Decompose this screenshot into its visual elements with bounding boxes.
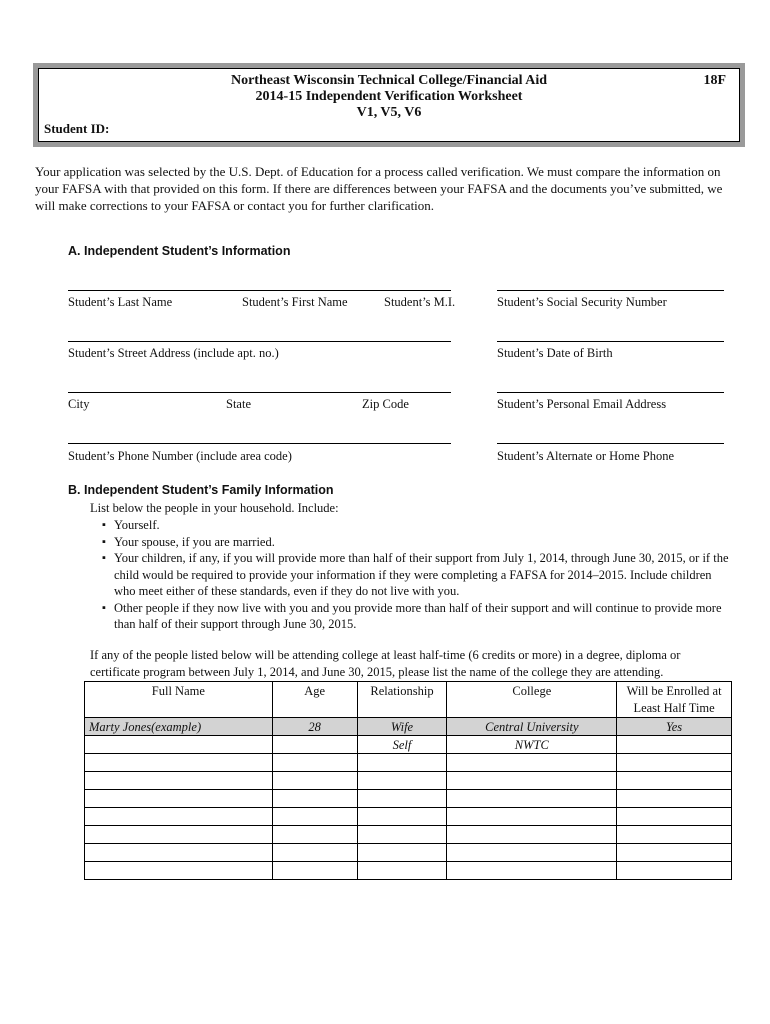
section-a-heading: A. Independent Student’s Information bbox=[68, 244, 291, 258]
cell-college[interactable] bbox=[447, 772, 617, 790]
cell-name[interactable] bbox=[85, 754, 273, 772]
last-name-label: Student’s Last Name bbox=[68, 295, 173, 309]
zip-label: Zip Code bbox=[362, 397, 409, 411]
cell-college[interactable] bbox=[447, 754, 617, 772]
cell-college[interactable] bbox=[447, 826, 617, 844]
college-note: If any of the people listed below will be attending college at least half-time (6 credits or more) in a degree, diploma or certificate program between July 1, 2014, and June 30, 2015, please list the name of the college they are attending. bbox=[90, 648, 681, 679]
street-label: Student’s Street Address (include apt. no.) bbox=[68, 346, 279, 360]
cell-enrolled[interactable] bbox=[617, 844, 732, 862]
cell-age[interactable] bbox=[272, 844, 357, 862]
alt-phone-input-line[interactable] bbox=[497, 443, 724, 444]
form-title-codes: V1, V5, V6 bbox=[356, 105, 422, 120]
cell-enrolled: Yes bbox=[617, 718, 732, 736]
cell-enrolled[interactable] bbox=[617, 826, 732, 844]
email-input-line[interactable] bbox=[497, 392, 724, 393]
cell-relationship[interactable] bbox=[357, 844, 447, 862]
alt-phone-label: Student’s Alternate or Home Phone bbox=[497, 449, 675, 463]
cell-name[interactable] bbox=[85, 808, 273, 826]
name-input-line[interactable] bbox=[68, 290, 451, 291]
form-code: 18F bbox=[703, 73, 726, 88]
cell-age[interactable] bbox=[272, 808, 357, 826]
cell-enrolled[interactable] bbox=[617, 808, 732, 826]
dob-input-line[interactable] bbox=[497, 341, 724, 342]
table-row bbox=[85, 862, 732, 880]
cell-relationship[interactable] bbox=[357, 862, 447, 880]
phone-label: Student’s Phone Number (include area code) bbox=[68, 449, 292, 463]
student-id-label: Student ID: bbox=[44, 121, 110, 136]
bullet-spouse: ▪ Your spouse, if you are married. bbox=[102, 534, 730, 551]
table-row-example bbox=[85, 718, 732, 736]
phone-input-line[interactable] bbox=[68, 443, 451, 444]
ssn-label: Student’s Social Security Number bbox=[497, 295, 667, 309]
cell-relationship: Wife bbox=[357, 718, 447, 736]
cell-name[interactable] bbox=[85, 844, 273, 862]
cell-enrolled[interactable] bbox=[617, 736, 732, 754]
cell-age[interactable] bbox=[272, 754, 357, 772]
col-college: College bbox=[447, 682, 617, 718]
col-full-name: Full Name bbox=[85, 682, 273, 718]
bullet-yourself: ▪ Yourself. bbox=[102, 517, 730, 534]
first-name-label: Student’s First Name bbox=[242, 295, 348, 309]
bullet-children: ▪ Your children, if any, if you will provide more than half of their support from July 1, 2014, through June 30, 2015, or if the child would be required to provide your information if they were completing a FAFSA for 2014–2015. Include children who meet either of these standards, even if they do not live with you. bbox=[102, 550, 730, 600]
cell-college[interactable] bbox=[447, 790, 617, 808]
table-row bbox=[85, 808, 732, 826]
cell-relationship[interactable] bbox=[357, 790, 447, 808]
email-label: Student’s Personal Email Address bbox=[497, 397, 667, 411]
household-table bbox=[84, 681, 732, 880]
intro-paragraph: Your application was selected by the U.S. Dept. of Education for a process called verification. We must compare the information on your FAFSA with that provided on this form. If there are differences between your FAFSA and the documents you’ve submitted, we will make corrections to your FAFSA or contact you for further clarification. bbox=[35, 164, 723, 213]
cell-name[interactable] bbox=[85, 790, 273, 808]
cell-college[interactable] bbox=[447, 844, 617, 862]
cell-enrolled[interactable] bbox=[617, 772, 732, 790]
table-row bbox=[85, 772, 732, 790]
cell-enrolled[interactable] bbox=[617, 862, 732, 880]
cell-age[interactable] bbox=[272, 736, 357, 754]
col-age: Age bbox=[272, 682, 357, 718]
table-row bbox=[85, 826, 732, 844]
cell-relationship[interactable] bbox=[357, 754, 447, 772]
cell-college[interactable] bbox=[447, 862, 617, 880]
cell-enrolled[interactable] bbox=[617, 754, 732, 772]
form-title-college: Northeast Wisconsin Technical College/Financial Aid bbox=[230, 73, 548, 88]
household-list-intro: List below the people in your household. Include: bbox=[90, 501, 339, 515]
mi-label: Student’s M.I. bbox=[384, 295, 456, 309]
table-row bbox=[85, 790, 732, 808]
cell-name[interactable] bbox=[85, 826, 273, 844]
cell-relationship[interactable]: Self bbox=[357, 736, 447, 754]
cell-age[interactable] bbox=[272, 772, 357, 790]
street-input-line[interactable] bbox=[68, 341, 451, 342]
bullet-other-people: ▪ Other people if they now live with you and you provide more than half of their support and will continue to provide more than half of their support through June 30, 2015. bbox=[102, 600, 730, 633]
table-row bbox=[85, 754, 732, 772]
cell-name[interactable] bbox=[85, 862, 273, 880]
cell-age: 28 bbox=[272, 718, 357, 736]
dob-label: Student’s Date of Birth bbox=[497, 346, 613, 360]
section-b-heading: B. Independent Student’s Family Information bbox=[68, 483, 334, 497]
ssn-input-line[interactable] bbox=[497, 290, 724, 291]
table-header-row bbox=[85, 682, 732, 718]
cell-name[interactable] bbox=[85, 772, 273, 790]
cell-relationship[interactable] bbox=[357, 808, 447, 826]
cell-name: Marty Jones(example) bbox=[85, 718, 273, 736]
city-label: City bbox=[68, 397, 90, 411]
household-bullet-list bbox=[102, 517, 730, 633]
cell-relationship[interactable] bbox=[357, 772, 447, 790]
cell-enrolled[interactable] bbox=[617, 790, 732, 808]
cell-college: Central University bbox=[447, 718, 617, 736]
state-label: State bbox=[226, 397, 251, 411]
form-title-worksheet: 2014-15 Independent Verification Worksheet bbox=[255, 89, 523, 104]
cell-relationship[interactable] bbox=[357, 826, 447, 844]
cell-age[interactable] bbox=[272, 826, 357, 844]
cell-age[interactable] bbox=[272, 790, 357, 808]
cell-college[interactable] bbox=[447, 808, 617, 826]
cell-college[interactable]: NWTC bbox=[447, 736, 617, 754]
table-row bbox=[85, 736, 732, 754]
table-row bbox=[85, 844, 732, 862]
cell-name[interactable] bbox=[85, 736, 273, 754]
city-state-zip-input-line[interactable] bbox=[68, 392, 451, 393]
cell-age[interactable] bbox=[272, 862, 357, 880]
col-enrolled: Will be Enrolled at Least Half Time bbox=[617, 682, 732, 718]
col-relationship: Relationship bbox=[357, 682, 447, 718]
